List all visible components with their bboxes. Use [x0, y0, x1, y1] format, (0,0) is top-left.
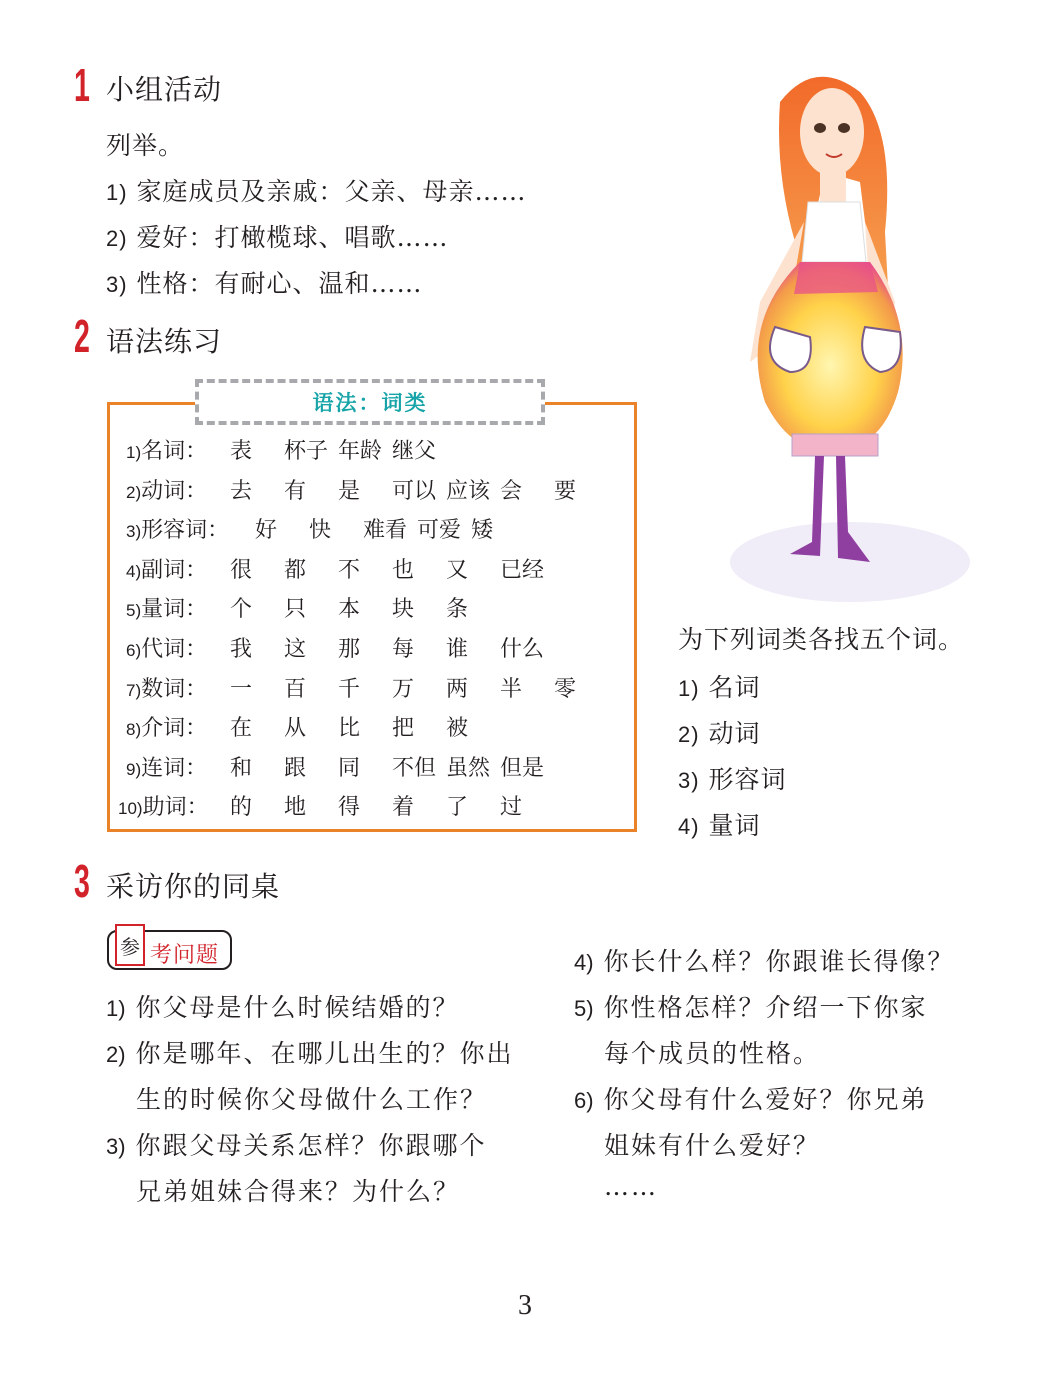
- grammar-word: 已经: [500, 557, 545, 583]
- grammar-word: 去: [230, 478, 253, 504]
- grammar-word: 不: [338, 557, 361, 583]
- grammar-word: 年龄: [338, 439, 383, 464]
- grammar-word: 有: [284, 478, 307, 504]
- question-text: 姐妹有什么爱好？: [604, 1131, 821, 1160]
- grammar-word: 本: [338, 597, 361, 623]
- grammar-task-item-3: 3) 形容词: [678, 765, 787, 794]
- grammar-word: 条: [446, 597, 469, 623]
- question-line: [106, 1126, 487, 1162]
- grammar-task-item-4: 4) 量词: [678, 811, 761, 840]
- grammar-word: 也: [392, 557, 415, 583]
- question-text: 每个成员的性格。: [604, 1039, 821, 1068]
- grammar-word: 零: [554, 676, 577, 702]
- grammar-row-number: 5): [126, 601, 142, 621]
- page-number: 3: [518, 1290, 532, 1321]
- grammar-row-number: 1): [126, 443, 142, 462]
- grammar-row-label: 量词：: [141, 597, 208, 623]
- section-1-subtitle: 列举。: [106, 131, 185, 160]
- girl-illustration: [720, 62, 1020, 622]
- question-line: [604, 1172, 658, 1201]
- grammar-task-item-1: 1) 名词: [678, 673, 761, 702]
- grammar-word: 万: [392, 676, 415, 702]
- grammar-word: 比: [338, 716, 361, 742]
- grammar-word: 半: [500, 676, 523, 702]
- grammar-row-label: 代词：: [141, 637, 208, 662]
- question-line: [574, 942, 955, 978]
- grammar-box-title-tag: [195, 379, 545, 425]
- grammar-word: 了: [446, 795, 469, 821]
- grammar-word: 每: [392, 637, 415, 662]
- question-line: [136, 1080, 487, 1116]
- grammar-word: 谁: [446, 637, 469, 662]
- grammar-row: [126, 592, 207, 623]
- grammar-row-number: 6): [126, 641, 142, 660]
- grammar-row-number: 3): [126, 522, 142, 542]
- grammar-word: 可爱: [417, 518, 462, 544]
- grammar-word: 虽然: [446, 755, 491, 781]
- grammar-word: 把: [392, 716, 415, 742]
- grammar-row: [118, 790, 209, 821]
- reference-char-box: 参: [115, 924, 145, 966]
- grammar-word: 应该: [446, 478, 491, 504]
- grammar-row: [126, 434, 207, 465]
- grammar-word: 难看: [363, 518, 408, 544]
- grammar-row-number: 9): [126, 759, 142, 779]
- question-text: 你性格怎样？介绍一下你家: [603, 993, 928, 1022]
- grammar-row-number: 10): [118, 799, 143, 819]
- grammar-row: [126, 513, 229, 544]
- grammar-word: 什么: [500, 637, 545, 662]
- question-number: 5): [574, 996, 594, 1021]
- question-text: 你父母有什么爱好？你兄弟: [603, 1085, 928, 1114]
- grammar-task: 为下列词类各找五个词。: [678, 625, 965, 654]
- grammar-word: 都: [284, 557, 307, 583]
- grammar-task-item-2: 2) 动词: [678, 719, 761, 748]
- grammar-word: 我: [230, 637, 253, 662]
- question-line: [574, 988, 928, 1024]
- grammar-word: 但是: [500, 755, 545, 781]
- grammar-row-number: 7): [126, 680, 142, 700]
- grammar-row-label: 介词：: [141, 716, 208, 742]
- section-1-title: 小组活动: [106, 73, 223, 106]
- grammar-word: 矮: [471, 518, 494, 544]
- grammar-word: 过: [500, 795, 523, 821]
- grammar-row-number: 4): [126, 561, 142, 581]
- question-text: 你长什么样？你跟谁长得像？: [603, 947, 955, 976]
- reference-questions-label: 考问题: [150, 943, 220, 968]
- grammar-word: 要: [554, 478, 577, 504]
- grammar-word: 的: [230, 795, 253, 821]
- grammar-word: 从: [284, 716, 307, 742]
- question-number: 3): [106, 1134, 126, 1159]
- grammar-word: 两: [446, 676, 469, 702]
- grammar-row-label: 副词：: [141, 557, 208, 583]
- grammar-word: 跟: [284, 755, 307, 781]
- question-number: 4): [574, 950, 594, 975]
- question-line: [604, 1126, 820, 1162]
- grammar-word: 继父: [392, 439, 437, 464]
- grammar-word: 百: [284, 676, 307, 702]
- question-line: [106, 988, 460, 1024]
- grammar-word: 是: [338, 478, 361, 504]
- grammar-row-label: 形容词：: [141, 518, 230, 544]
- grammar-word: 又: [446, 557, 469, 583]
- grammar-word: 很: [230, 557, 253, 583]
- question-text: 生的时候你父母做什么工作？: [136, 1085, 488, 1114]
- grammar-word: 杯子: [284, 439, 329, 464]
- section-2-title: 语法练习: [106, 325, 223, 358]
- grammar-row-label: 名词：: [141, 439, 208, 464]
- grammar-word: 着: [392, 795, 415, 821]
- grammar-row-label: 助词：: [142, 795, 209, 821]
- grammar-row: [126, 553, 207, 584]
- section-1-item-1: 1) 家庭成员及亲戚：父亲、母亲……: [106, 177, 527, 206]
- grammar-word: 会: [500, 478, 523, 504]
- section-1-item-3: 3) 性格：有耐心、温和……: [106, 269, 423, 298]
- section-3-title: 采访你的同桌: [106, 870, 281, 903]
- grammar-word: 和: [230, 755, 253, 781]
- grammar-word: 不但: [392, 755, 437, 781]
- section-1-item-2: 2) 爱好：打橄榄球、唱歌……: [106, 223, 449, 252]
- question-line: [604, 1034, 820, 1070]
- grammar-word: 只: [284, 597, 307, 623]
- question-text: 你父母是什么时候结婚的？: [135, 993, 460, 1022]
- grammar-row: [126, 672, 207, 703]
- question-number: 6): [574, 1088, 594, 1113]
- grammar-word: 块: [392, 597, 415, 623]
- grammar-word: 被: [446, 716, 469, 742]
- grammar-row-number: 2): [126, 482, 142, 502]
- section-2-number: 2: [74, 310, 90, 362]
- question-number: 2): [106, 1042, 126, 1067]
- question-line: [106, 1034, 514, 1070]
- grammar-word: 表: [230, 439, 253, 464]
- question-text: 你跟父母关系怎样？你跟哪个: [135, 1131, 487, 1160]
- grammar-word: 同: [338, 755, 361, 781]
- question-text: ……: [604, 1172, 658, 1201]
- grammar-word: 得: [338, 795, 361, 821]
- section-1-number: 1: [74, 59, 90, 111]
- grammar-row: [126, 474, 207, 505]
- grammar-row-label: 数词：: [141, 676, 208, 702]
- grammar-row: [126, 632, 207, 663]
- grammar-word: 快: [309, 518, 332, 544]
- question-text: 兄弟姐妹合得来？为什么？: [136, 1177, 461, 1206]
- question-number: 1): [106, 996, 126, 1021]
- grammar-row: [126, 711, 207, 742]
- grammar-word: 地: [284, 795, 307, 821]
- grammar-word: 好: [255, 518, 278, 544]
- question-text: 你是哪年、在哪儿出生的？你出: [135, 1039, 514, 1068]
- grammar-word: 那: [338, 637, 361, 662]
- grammar-word: 千: [338, 676, 361, 702]
- grammar-word: 在: [230, 716, 253, 742]
- grammar-word: 这: [284, 637, 307, 662]
- grammar-box-title: 语法：词类: [312, 391, 428, 415]
- grammar-word: 个: [230, 597, 253, 623]
- question-line: [574, 1080, 928, 1116]
- grammar-row-number: 8): [126, 720, 142, 740]
- section-3-number: 3: [74, 855, 90, 907]
- grammar-word: 一: [230, 676, 253, 702]
- grammar-row-label: 连词：: [141, 755, 208, 781]
- grammar-row-label: 动词：: [141, 478, 208, 504]
- question-line: [136, 1172, 460, 1208]
- grammar-row: [126, 751, 207, 782]
- grammar-word: 可以: [392, 478, 437, 504]
